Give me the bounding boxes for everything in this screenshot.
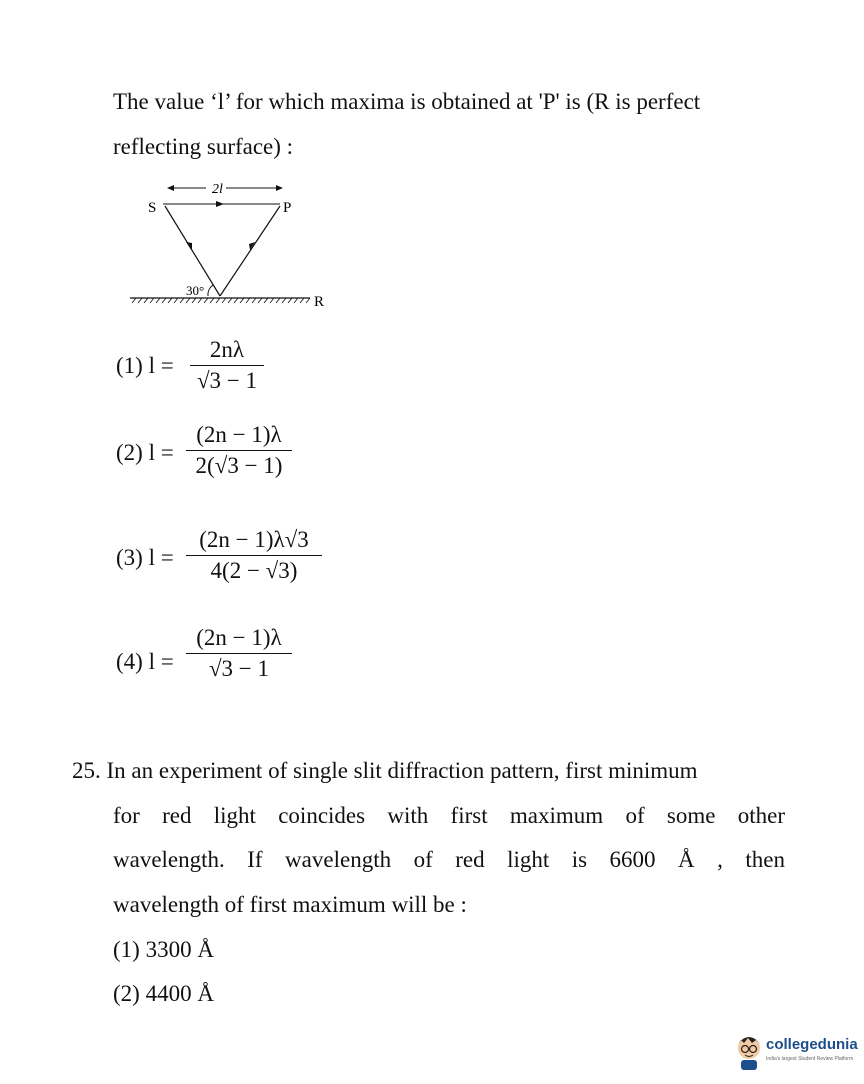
- angle-arc: [208, 285, 213, 296]
- option-2-label: (2) l =: [116, 440, 174, 465]
- question25-text-line4: wavelength of first maximum will be :: [113, 892, 467, 917]
- option-2-denominator: 2(√3 − 1): [195, 453, 283, 478]
- fraction-bar: [186, 653, 292, 654]
- label-2l: 2l: [212, 182, 223, 197]
- question25-text-line3: wavelength. If wavelength of red light is 6600 Å , then: [113, 847, 785, 872]
- option-1-fraction: [190, 337, 264, 394]
- label-r: R: [314, 294, 325, 310]
- option-4-numerator: (2n − 1)λ: [196, 625, 282, 650]
- fraction-bar: [190, 365, 264, 366]
- option-1-numerator: 2nλ: [209, 337, 245, 362]
- question25-option-1[interactable]: (1) 3300 Å: [113, 937, 214, 962]
- label-p: P: [283, 200, 292, 216]
- question25-option-2[interactable]: (2) 4400 Å: [113, 981, 214, 1006]
- option-2-numerator: (2n − 1)λ: [196, 422, 282, 447]
- option-1-denominator: √3 − 1: [196, 368, 258, 393]
- option-4-denominator: √3 − 1: [208, 656, 270, 681]
- reflected-ray: [220, 206, 280, 296]
- dimension-arrow-left: [167, 185, 174, 191]
- fraction-bar: [186, 555, 322, 556]
- surface-hatching: [132, 298, 310, 303]
- logo-name: collegedunia: [766, 1036, 858, 1053]
- collegedunia-logo: [734, 1030, 858, 1074]
- option-2-fraction: [186, 422, 292, 479]
- question24-text-line1: The value ‘l’ for which maxima is obtained at 'P' is (R is perfect: [113, 89, 701, 114]
- option-3-numerator: (2n − 1)λ√3: [199, 527, 309, 552]
- question25-text-line2: for red light coincides with first maximum of some other: [113, 803, 785, 828]
- question25-text-line1: 25. In an experiment of single slit diffraction pattern, first minimum: [72, 758, 698, 783]
- question24-text-line2: reflecting surface) :: [113, 134, 294, 159]
- reflection-diagram: [120, 178, 340, 318]
- option-3-fraction: [186, 527, 322, 584]
- option-1-label: (1) l =: [116, 353, 174, 378]
- label-angle: 30°: [186, 283, 205, 298]
- option-4-fraction: [186, 625, 292, 682]
- mascot-icon: [734, 1034, 764, 1070]
- option-3-label: (3) l =: [116, 545, 174, 570]
- logo-tagline: India's largest Student Review Platform: [766, 1056, 854, 1062]
- option-3-denominator: 4(2 − √3): [210, 558, 298, 583]
- dimension-arrow-right: [276, 185, 283, 191]
- label-s: S: [148, 200, 157, 216]
- incident-arrow: [186, 242, 192, 251]
- option-4-label: (4) l =: [116, 649, 174, 674]
- fraction-bar: [186, 450, 292, 451]
- direct-ray-arrow: [216, 201, 224, 207]
